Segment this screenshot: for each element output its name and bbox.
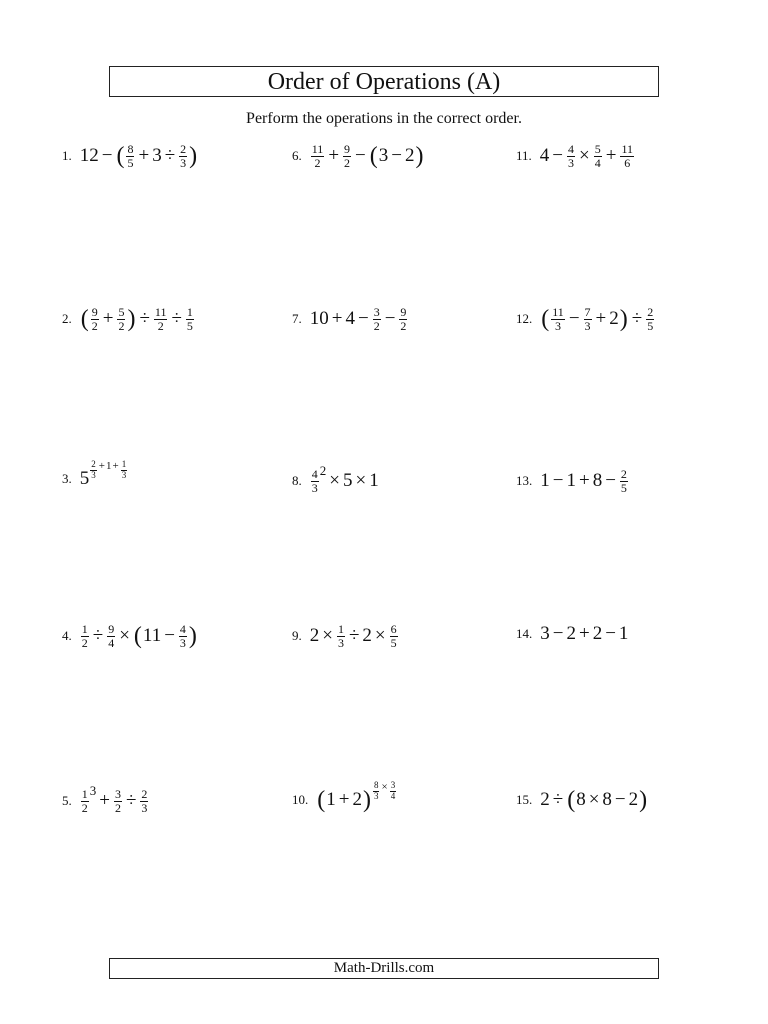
fraction (390, 623, 398, 649)
problem-number: 13. (516, 473, 533, 489)
operator: + (328, 145, 340, 167)
problem-number: 10. (292, 792, 309, 807)
denominator: 2 (314, 155, 321, 170)
fraction (646, 306, 654, 332)
expression (540, 788, 648, 812)
fraction (107, 623, 115, 649)
operator: × (322, 625, 333, 647)
footer (109, 958, 659, 979)
denominator: 4 (390, 790, 396, 801)
problem-number: 8. (292, 473, 302, 489)
denominator: 3 (311, 480, 318, 495)
operator: − (552, 145, 563, 167)
page-title-text: Order of Operations (A) (267, 68, 501, 95)
problem-5 (62, 783, 149, 815)
exponent: 2 (319, 463, 327, 479)
fraction (179, 143, 187, 169)
operator: + (112, 460, 119, 473)
parenthesis: ) (127, 306, 136, 333)
expression (310, 623, 399, 649)
number: 11 (142, 625, 162, 647)
operator: ÷ (125, 790, 137, 812)
fraction (311, 468, 319, 494)
denominator: 5 (127, 155, 134, 170)
fraction (399, 306, 407, 332)
denominator: 3 (337, 635, 344, 650)
numerator: 3 (114, 787, 121, 801)
numerator: 8 (127, 142, 134, 156)
denominator: 2 (344, 155, 351, 170)
denominator: 2 (157, 318, 164, 333)
parenthesis: ) (188, 623, 197, 650)
parenthesis: ( (541, 306, 550, 333)
number: 2 (362, 625, 372, 647)
operator: − (164, 625, 175, 647)
problem-number: 14. (516, 626, 533, 641)
expression (540, 623, 628, 645)
parenthesis: ) (362, 787, 371, 813)
problem-4 (62, 623, 198, 649)
denominator: 3 (121, 469, 127, 480)
numerator: 11 (552, 305, 564, 319)
numerator: 11 (621, 142, 633, 156)
number: 3 (378, 145, 389, 167)
expression (310, 143, 425, 169)
numerator: 8 (373, 780, 379, 791)
number: 2 (628, 789, 639, 810)
number: 1 (540, 470, 550, 492)
number: 1 (369, 470, 379, 492)
operator: − (357, 308, 369, 330)
numerator: 9 (400, 305, 407, 319)
denominator: 4 (594, 155, 601, 170)
fraction (140, 788, 148, 814)
operator: − (391, 145, 402, 167)
numerator: 1 (81, 787, 88, 801)
parenthesis: ) (189, 143, 198, 170)
denominator: 3 (179, 635, 186, 650)
fraction (154, 306, 168, 332)
operator: − (605, 623, 616, 644)
expression (80, 623, 198, 649)
denominator: 2 (373, 318, 380, 333)
parenthesis: ( (116, 143, 125, 170)
denominator: 4 (108, 635, 115, 650)
exponent (372, 781, 397, 801)
number: 1 (105, 460, 112, 473)
denominator: 5 (390, 635, 397, 650)
fraction (179, 623, 187, 649)
exponent (89, 460, 128, 480)
denominator: 2 (81, 800, 88, 815)
parenthesis: ( (317, 787, 326, 813)
number: 12 (79, 145, 99, 167)
operator: − (568, 308, 580, 330)
problem-3 (62, 459, 128, 490)
operator: − (355, 145, 366, 167)
parenthesis: ) (639, 787, 648, 813)
denominator: 5 (647, 318, 654, 333)
problem-number: 7. (292, 311, 302, 327)
expression (80, 306, 195, 332)
expression (80, 783, 150, 815)
numerator: 11 (311, 142, 324, 156)
denominator: 3 (584, 318, 591, 333)
problem-1 (62, 143, 198, 169)
fraction (186, 306, 194, 332)
page-title (109, 66, 659, 97)
numerator: 2 (91, 459, 96, 470)
problem-9 (292, 623, 399, 649)
numerator: 5 (118, 305, 125, 319)
problem-11 (516, 143, 635, 169)
operator: ÷ (92, 625, 104, 647)
expression (80, 143, 198, 169)
problem-6 (292, 143, 424, 169)
problem-number: 4. (62, 628, 72, 644)
number: 5 (342, 470, 353, 492)
operator: + (578, 470, 590, 492)
problem-7 (292, 306, 408, 332)
number: 1 (566, 470, 576, 492)
denominator: 2 (91, 318, 98, 333)
number: 5 (79, 468, 90, 489)
denominator: 3 (555, 318, 562, 333)
denominator: 6 (624, 155, 631, 170)
parenthesis: ( (567, 787, 576, 813)
fraction (373, 306, 381, 332)
problem-number: 11. (516, 148, 532, 164)
problem-number: 3. (62, 471, 72, 486)
numerator: 1 (337, 622, 344, 636)
parenthesis: ) (619, 306, 628, 333)
expression (540, 468, 629, 494)
operator: + (98, 460, 105, 473)
numerator: 2 (141, 787, 148, 801)
operator: + (331, 308, 343, 330)
operator: ÷ (164, 145, 176, 167)
number: 1 (618, 623, 629, 644)
number: 3 (152, 145, 162, 167)
operator: ÷ (348, 625, 360, 647)
operator: × (355, 470, 367, 492)
problem-number: 2. (62, 311, 72, 327)
parenthesis: ) (415, 143, 424, 170)
numerator: 9 (91, 305, 98, 319)
fraction (594, 143, 602, 169)
operator: + (138, 145, 150, 167)
operator: × (381, 781, 388, 794)
number: 2 (540, 789, 550, 810)
numerator: 1 (121, 459, 127, 470)
problem-number: 1. (62, 148, 72, 164)
numerator: 2 (180, 142, 187, 156)
number: 1 (326, 789, 336, 810)
number: 4 (345, 308, 355, 330)
problem-number: 6. (292, 148, 302, 164)
operator: + (578, 623, 590, 644)
fraction (121, 460, 128, 480)
expression (316, 780, 397, 813)
number: 8 (576, 789, 586, 810)
fraction (390, 781, 397, 801)
fraction (620, 143, 634, 169)
parenthesis: ( (369, 143, 378, 170)
fraction (81, 623, 89, 649)
numerator: 2 (620, 467, 627, 481)
instructions: Perform the operations in the correct order. (246, 110, 522, 127)
denominator: 2 (81, 635, 88, 650)
problem-2 (62, 306, 195, 332)
operator: + (605, 145, 617, 167)
fraction (311, 143, 325, 169)
fraction (117, 306, 125, 332)
operator: × (329, 470, 340, 492)
problem-14 (516, 623, 628, 645)
numerator: 9 (108, 622, 115, 636)
denominator: 3 (91, 469, 96, 480)
problem-number: 5. (62, 793, 72, 809)
expression (310, 306, 409, 332)
number: 8 (592, 470, 603, 492)
operator: − (384, 308, 396, 330)
numerator: 1 (81, 622, 88, 636)
parenthesis: ( (133, 623, 142, 650)
problem-number: 12. (516, 311, 533, 327)
operator: ÷ (139, 308, 150, 330)
operator: + (102, 308, 114, 330)
number: 2 (352, 789, 362, 810)
fraction (620, 468, 628, 494)
operator: × (588, 789, 600, 810)
operator: + (99, 790, 110, 812)
operator: + (595, 308, 607, 330)
fraction (90, 460, 97, 480)
fraction (81, 788, 89, 814)
parenthesis: ( (80, 306, 89, 333)
operator: − (614, 789, 626, 810)
operator: − (552, 470, 564, 492)
number: 2 (609, 308, 619, 330)
fraction (373, 781, 380, 801)
number: 8 (602, 789, 612, 810)
numerator: 4 (311, 467, 318, 481)
operator: ÷ (631, 308, 643, 330)
fraction (337, 623, 345, 649)
expression (540, 143, 635, 169)
problem-10 (292, 780, 397, 813)
numerator: 11 (154, 305, 167, 319)
numerator: 3 (390, 780, 396, 791)
operator: − (101, 145, 113, 167)
fraction (126, 143, 134, 169)
denominator: 2 (400, 318, 407, 333)
problem-number: 15. (516, 792, 533, 807)
fraction (584, 306, 592, 332)
operator: ÷ (171, 308, 182, 330)
problem-13 (516, 468, 629, 494)
fraction (114, 788, 122, 814)
denominator: 3 (568, 155, 574, 170)
numerator: 6 (390, 622, 397, 636)
numerator: 9 (344, 142, 351, 156)
numerator: 2 (647, 305, 654, 319)
number: 10 (309, 308, 329, 330)
denominator: 5 (620, 480, 627, 495)
number: 2 (566, 623, 576, 644)
problem-number: 9. (292, 628, 302, 644)
operator: − (552, 623, 564, 644)
number: 2 (309, 625, 320, 647)
numerator: 1 (186, 305, 193, 319)
footer-site: Math-Drills.com (333, 960, 435, 976)
numerator: 3 (373, 305, 380, 319)
exponent: 3 (89, 783, 97, 799)
numerator: 4 (179, 622, 186, 636)
number: 4 (539, 145, 550, 167)
numerator: 7 (584, 305, 591, 319)
operator: × (579, 145, 590, 167)
expression (540, 306, 655, 332)
expression (79, 459, 128, 490)
denominator: 2 (118, 318, 125, 333)
operator: ÷ (552, 789, 564, 810)
number: 2 (592, 623, 603, 644)
number: 2 (404, 145, 415, 167)
denominator: 3 (141, 800, 148, 815)
numerator: 4 (568, 142, 574, 156)
numerator: 5 (594, 142, 601, 156)
problem-12 (516, 306, 655, 332)
problem-8 (292, 463, 379, 495)
denominator: 3 (180, 155, 187, 170)
denominator: 3 (373, 790, 379, 801)
fraction (551, 306, 565, 332)
operator: + (338, 789, 350, 810)
problem-15 (516, 788, 648, 812)
denominator: 2 (114, 800, 121, 815)
fraction (567, 143, 575, 169)
operator: × (374, 625, 386, 647)
operator: − (605, 470, 616, 492)
number: 3 (540, 623, 550, 644)
denominator: 5 (186, 318, 193, 333)
fraction (343, 143, 351, 169)
expression (310, 463, 379, 495)
operator: × (119, 625, 130, 647)
fraction (91, 306, 99, 332)
